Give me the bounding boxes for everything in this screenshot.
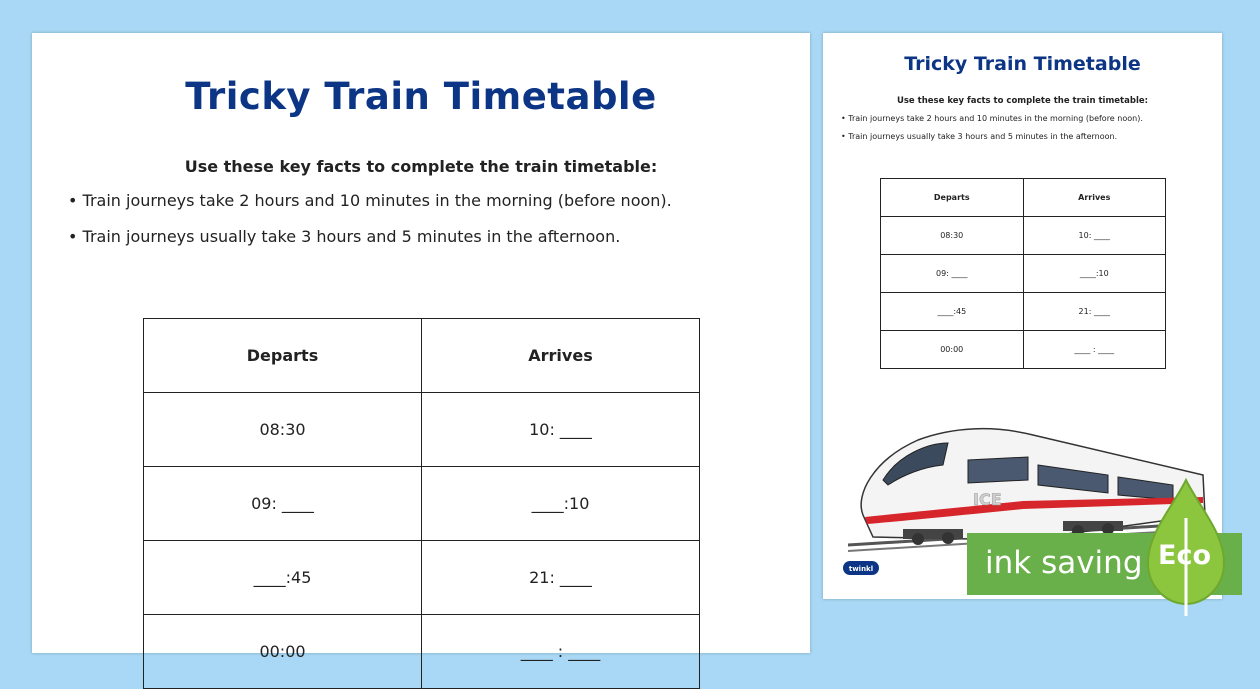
worksheet-title: Tricky Train Timetable <box>904 53 1141 75</box>
table-row <box>881 293 1166 331</box>
timetable-header-row <box>881 179 1166 217</box>
train-livery-text: ICE <box>973 490 1002 509</box>
arrives-cell: 10: ____ <box>1023 217 1166 255</box>
departs-cell: ____:45 <box>144 541 422 615</box>
arrives-cell: 21: ____ <box>1023 293 1166 331</box>
table-row <box>881 255 1166 293</box>
arrives-cell: 10: ____ <box>422 393 700 467</box>
arrives-cell: ____ : ____ <box>422 615 700 689</box>
timetable <box>143 318 700 689</box>
departs-cell: 08:30 <box>144 393 422 467</box>
key-fact-morning: • Train journeys take 2 hours and 10 minutes in the morning (before noon). <box>68 191 672 210</box>
arrives-cell: 21: ____ <box>422 541 700 615</box>
table-row <box>881 331 1166 369</box>
departs-cell: 00:00 <box>881 331 1024 369</box>
header-arrives: Arrives <box>1023 179 1166 217</box>
worksheet-page-zoomed <box>32 33 810 661</box>
instructions-heading: Use these key facts to complete the train timetable: <box>896 96 1149 106</box>
table-row <box>144 393 700 467</box>
key-fact-morning: • Train journeys take 2 hours and 10 minutes in the morning (before noon). <box>841 114 1143 123</box>
departs-cell: ____:45 <box>881 293 1024 331</box>
header-departs: Departs <box>881 179 1024 217</box>
departs-cell: 00:00 <box>144 615 422 689</box>
arrives-cell: ____ : ____ <box>1023 331 1166 369</box>
worksheet-title: Tricky Train Timetable <box>185 75 657 118</box>
twinkl-logo-text: twinkl <box>848 565 874 573</box>
table-row <box>881 217 1166 255</box>
instructions-heading: Use these key facts to complete the train timetable: <box>184 157 658 176</box>
header-departs: Departs <box>144 319 422 393</box>
timetable <box>880 178 1166 369</box>
table-row <box>144 541 700 615</box>
arrives-cell: ____:10 <box>1023 255 1166 293</box>
ink-saving-label: ink saving <box>985 545 1143 581</box>
twinkl-logo <box>843 560 879 580</box>
departs-cell: 08:30 <box>881 217 1024 255</box>
departs-cell: 09: ____ <box>144 467 422 541</box>
table-row <box>144 615 700 689</box>
table-row <box>144 467 700 541</box>
header-arrives: Arrives <box>422 319 700 393</box>
key-fact-afternoon: • Train journeys usually take 3 hours and 5 minutes in the afternoon. <box>841 132 1118 141</box>
eco-label: Eco <box>1158 540 1211 571</box>
departs-cell: 09: ____ <box>881 255 1024 293</box>
timetable-header-row <box>144 319 700 393</box>
key-fact-afternoon: • Train journeys usually take 3 hours and 5 minutes in the afternoon. <box>68 227 621 246</box>
arrives-cell: ____:10 <box>422 467 700 541</box>
